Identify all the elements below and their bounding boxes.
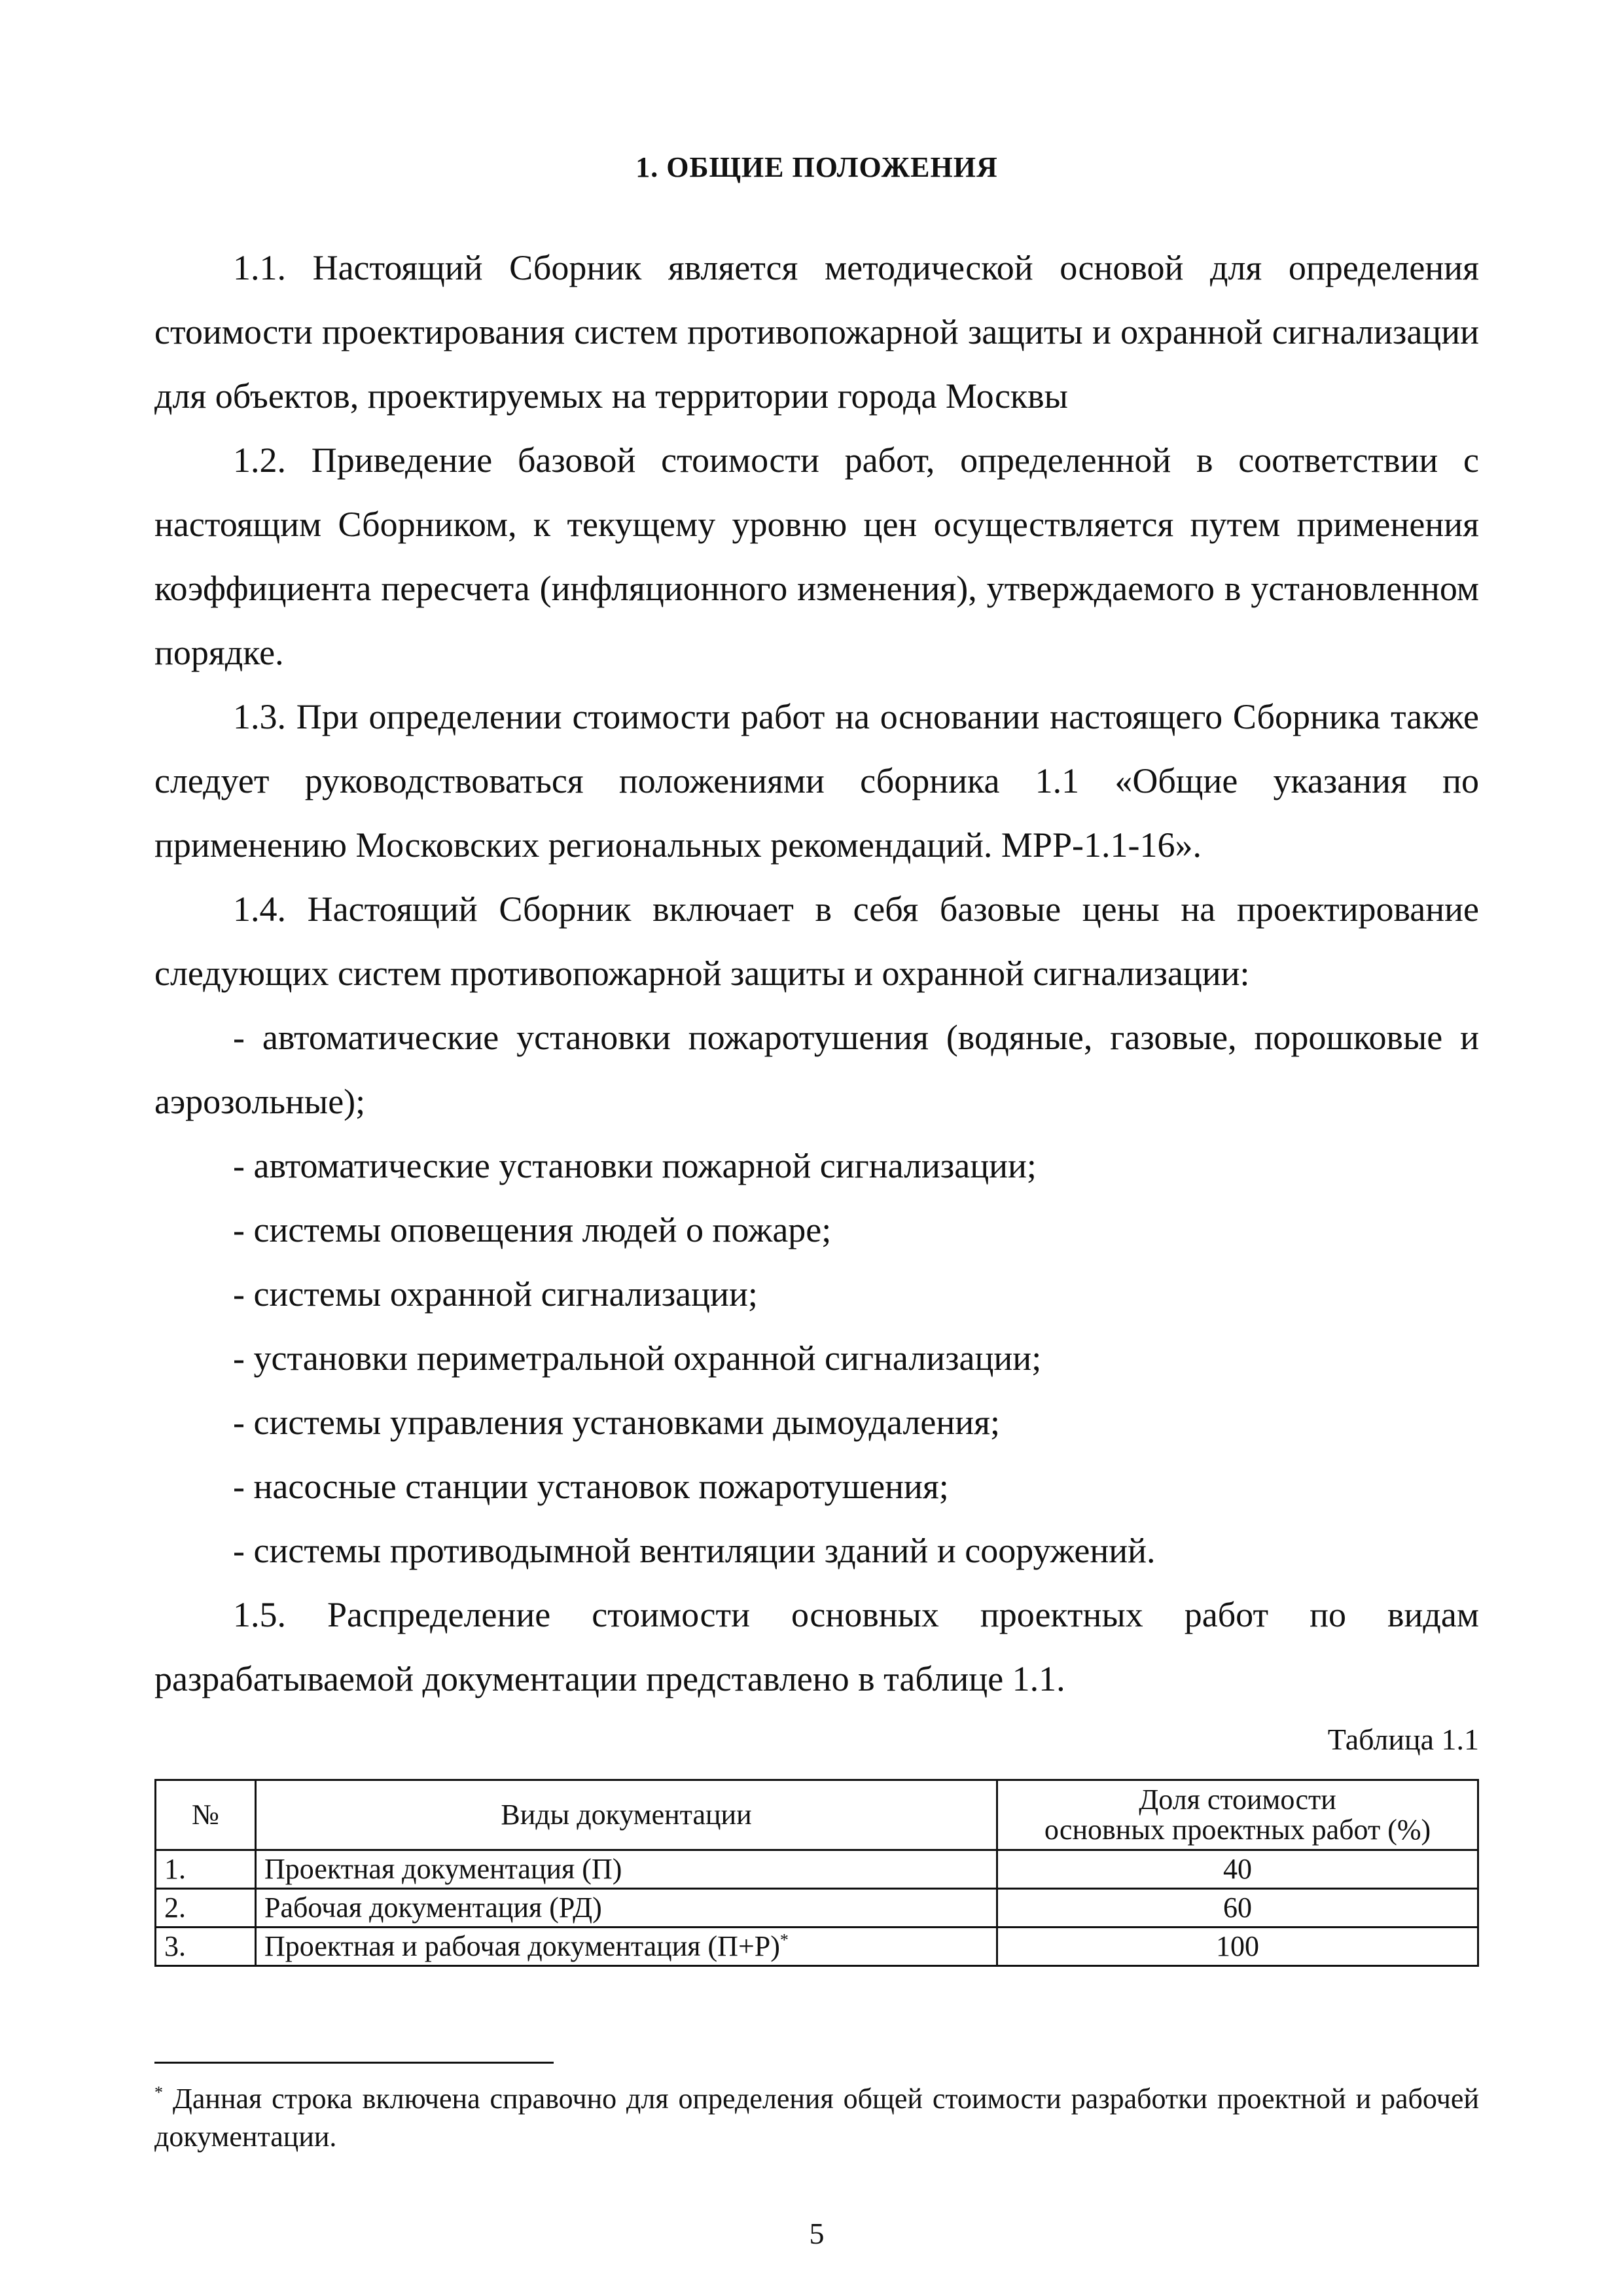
footnote-mark: * — [154, 2083, 163, 2102]
paragraph-1-3: 1.3. При определении стоимости работ на основании настоящего Сборника также следует руководствоваться положениями сборника 1.1 «Общие указания по применению Московских региональных рекомендаций. МРР-1.1-16». — [154, 697, 1479, 865]
list-item: - системы охранной сигнализации; — [233, 1274, 758, 1314]
list-item: - автоматические установки пожаротушения (водяные, газовые, порошковые и аэрозольные); — [154, 1018, 1479, 1121]
list-item: - установки периметральной охранной сигнализации; — [233, 1338, 1042, 1378]
footnote-marker: * — [779, 1930, 789, 1950]
cell-documentation-type: Рабочая документация (РД) — [256, 1889, 997, 1928]
table-row — [156, 1928, 1478, 1966]
paragraph-1-4: 1.4. Настоящий Сборник включает в себя базовые цены на проектирование следующих систем противопожарной защиты и охранной сигнализации: — [154, 889, 1479, 993]
paragraph-1-2: 1.2. Приведение базовой стоимости работ, определенной в соответствии с настоящим Сборником, к текущему уровню цен осуществляется путем применения коэффициента пересчета (инфляционного изменения), утверждаемого в установленном порядке. — [154, 440, 1479, 672]
header-cost-share — [997, 1780, 1478, 1850]
header-documentation-type: Виды документации — [256, 1780, 997, 1850]
list-item: - системы противодымной вентиляции зданий и сооружений. — [233, 1531, 1156, 1570]
footnote-divider — [154, 2062, 554, 2064]
table-header-row — [156, 1780, 1478, 1850]
list-item: - насосные станции установок пожаротушения; — [233, 1467, 949, 1506]
table-row — [156, 1850, 1478, 1889]
cell-number: 2. — [156, 1889, 256, 1928]
paragraph-1-1: 1.1. Настоящий Сборник является методической основой для определения стоимости проектирования систем противопожарной защиты и охранной сигнализации для объектов, проектируемых на территории города Москвы — [154, 248, 1479, 416]
page-number: 5 — [809, 2217, 825, 2250]
header-cost-share-line2: основных проектных работ (%) — [1044, 1814, 1431, 1846]
header-number: № — [156, 1780, 256, 1850]
body-text — [154, 236, 1479, 1711]
cell-documentation-type — [256, 1928, 997, 1966]
cell-documentation-type-text: Проектная и рабочая документация (П+Р) — [264, 1930, 780, 1962]
section-heading: 1. ОБЩИЕ ПОЛОЖЕНИЯ — [635, 151, 998, 183]
list-item: - системы управления установками дымоудаления; — [233, 1403, 1001, 1442]
paragraph-1-5: 1.5. Распределение стоимости основных проектных работ по видам разрабатываемой документации представлено в таблице 1.1. — [154, 1595, 1479, 1698]
footnote-text: Данная строка включена справочно для определения общей стоимости разработки проектной и рабочей документации. — [154, 2083, 1479, 2153]
document-page — [154, 0, 1479, 2296]
list-item: - автоматические установки пожарной сигнализации; — [233, 1146, 1037, 1185]
cell-cost-share: 60 — [997, 1889, 1478, 1928]
table-caption: Таблица 1.1 — [1327, 1723, 1479, 1756]
table-row — [156, 1889, 1478, 1928]
list-item: - системы оповещения людей о пожаре; — [233, 1210, 832, 1249]
cell-number: 3. — [156, 1928, 256, 1966]
cell-documentation-type: Проектная документация (П) — [256, 1850, 997, 1889]
cell-cost-share: 100 — [997, 1928, 1478, 1966]
documentation-share-table — [154, 1779, 1479, 1967]
cell-cost-share: 40 — [997, 1850, 1478, 1889]
cell-number: 1. — [156, 1850, 256, 1889]
header-cost-share-line1: Доля стоимости — [1139, 1784, 1336, 1816]
footnote — [154, 2080, 1479, 2156]
